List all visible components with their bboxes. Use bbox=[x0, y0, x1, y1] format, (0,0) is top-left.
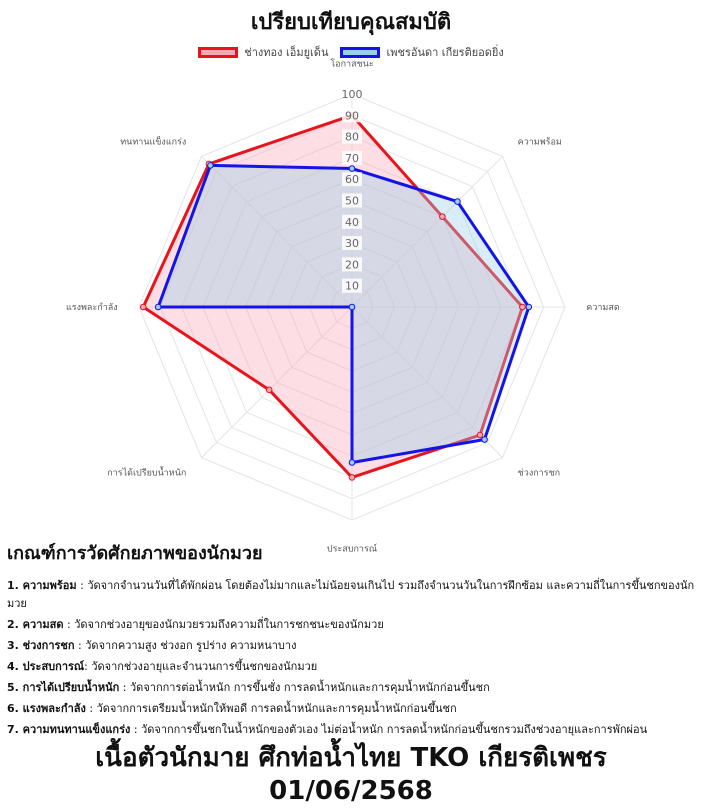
series-point-2 bbox=[208, 163, 214, 169]
axis-label: โอกาสชนะ bbox=[330, 59, 374, 70]
scale-tick-label: 80 bbox=[345, 130, 359, 144]
axis-label: ทนทานแข็งแกร่ง bbox=[120, 137, 187, 148]
scale-tick-label: 50 bbox=[345, 194, 359, 208]
series-point-2 bbox=[482, 437, 488, 443]
criteria-item-text: วัดจากช่วงอายุและจำนวนการขึ้นชกของนักมวย bbox=[91, 660, 318, 673]
scale-tick-label: 70 bbox=[345, 151, 359, 165]
axis-label: ประสบการณ์ bbox=[326, 544, 378, 555]
series-point-1 bbox=[477, 432, 483, 438]
series-point-2 bbox=[455, 199, 461, 205]
criteria-item-text: วัดจากช่วงอายุของนักมวยรวมถึงความถี่ในการชกชนะของนักมวย bbox=[74, 618, 384, 631]
series-point-2 bbox=[349, 460, 355, 466]
scale-tick-label: 10 bbox=[345, 279, 359, 293]
criteria-item bbox=[7, 637, 697, 655]
criteria-item-label: 3. ช่วงการชก bbox=[7, 639, 75, 652]
criteria-item-label: 6. แรงพละกำลัง bbox=[7, 702, 86, 715]
scale-tick-label: 100 bbox=[341, 88, 363, 101]
criteria-item-sep: : bbox=[63, 618, 75, 631]
chart-title: เปรียบเทียบคุณสมบัติ bbox=[250, 10, 452, 35]
criteria-item-label: 7. ความทนทานแข็งแกร่ง bbox=[7, 723, 131, 736]
scale-tick-label: 60 bbox=[345, 173, 359, 187]
scale-tick-label: 40 bbox=[345, 215, 359, 229]
legend-label-series-1: ช่างทอง เอ็มยูเด็น bbox=[244, 46, 329, 59]
series-point-2 bbox=[155, 304, 161, 310]
criteria-item-text: วัดจากการต่อน้ำหนัก การขึ้นชั่ง การลดน้ำหนักและการคุมน้ำหนักก่อนขึ้นชก bbox=[130, 681, 490, 694]
series-point-1 bbox=[440, 214, 446, 220]
series-point-2 bbox=[349, 166, 355, 172]
criteria-item-sep: : bbox=[84, 660, 92, 673]
series-point-1 bbox=[520, 304, 526, 310]
footer-title bbox=[0, 742, 702, 808]
series-point-2 bbox=[526, 304, 532, 310]
criteria-item-label: 1. ความพร้อม bbox=[7, 579, 77, 592]
axis-label: การได้เปรียบน้ำหนัก bbox=[107, 468, 187, 479]
scale-tick-label: 30 bbox=[345, 237, 359, 251]
legend-label-series-2: เพชรอันดา เกียรติยอดยิ่ง bbox=[386, 46, 504, 59]
criteria-item bbox=[7, 616, 697, 634]
criteria-item bbox=[7, 679, 697, 697]
criteria-heading: เกณฑ์การวัดศักยภาพของนักมวย bbox=[7, 543, 263, 564]
footer-line-1: เนื้อตัวนักมาย ศึกท่อน้ำไทย TKO เกียรติเพชร bbox=[95, 743, 607, 773]
series-point-1 bbox=[349, 475, 355, 481]
axis-label: แรงพละกำลัง bbox=[65, 303, 118, 313]
criteria-item bbox=[7, 700, 697, 718]
criteria-section bbox=[7, 538, 697, 742]
criteria-item-sep: : bbox=[85, 702, 97, 715]
scale-tick-label: 20 bbox=[345, 258, 359, 272]
axis-label: ความสด bbox=[586, 303, 620, 313]
criteria-item-text: วัดจากการเตรียมน้ำหนักให้พอดี การลดน้ำหนักและการคุมน้ำหนักก่อนขึ้นชก bbox=[96, 702, 457, 715]
criteria-item bbox=[7, 721, 697, 739]
series-point-1 bbox=[140, 304, 146, 310]
scale-tick-label: 90 bbox=[345, 109, 359, 123]
axis-label: ความพร้อม bbox=[517, 137, 562, 148]
criteria-item-label: 2. ความสด bbox=[7, 618, 64, 631]
criteria-item-sep: : bbox=[74, 639, 86, 652]
footer-date: 01/06/2568 bbox=[269, 776, 433, 806]
criteria-item-text: วัดจากความสูง ช่วงอก รูปร่าง ความหนาบาง bbox=[85, 639, 297, 652]
series-point-1 bbox=[266, 387, 272, 393]
criteria-item-sep: : bbox=[130, 723, 142, 736]
axis-label: ช่วงการชก bbox=[517, 468, 561, 479]
series-point-2 bbox=[349, 304, 355, 310]
criteria-item bbox=[7, 658, 697, 676]
criteria-item-sep: : bbox=[76, 579, 88, 592]
criteria-item-sep: : bbox=[119, 681, 130, 694]
criteria-item-text: วัดจากการขึ้นชกในน้ำหนักของตัวเอง ไม่ต่อน้ำหนัก การลดน้ำหนักก่อนขึ้นชกรวมถึงช่วงอายุและการพักผ่อน bbox=[141, 723, 648, 736]
criteria-item bbox=[7, 577, 697, 613]
criteria-item-label: 4. ประสบการณ์ bbox=[7, 660, 85, 673]
criteria-item-text: วัดจากจำนวนวันที่ได้พักผ่อน โดยต้องไม่มากและไม่น้อยจนเกินไป รวมถึงจำนวนวันในการฝึกซ้อม และความถี่ในการขึ้นชกของนักมวย bbox=[7, 579, 695, 610]
criteria-item-label: 5. การได้เปรียบน้ำหนัก bbox=[7, 681, 120, 694]
